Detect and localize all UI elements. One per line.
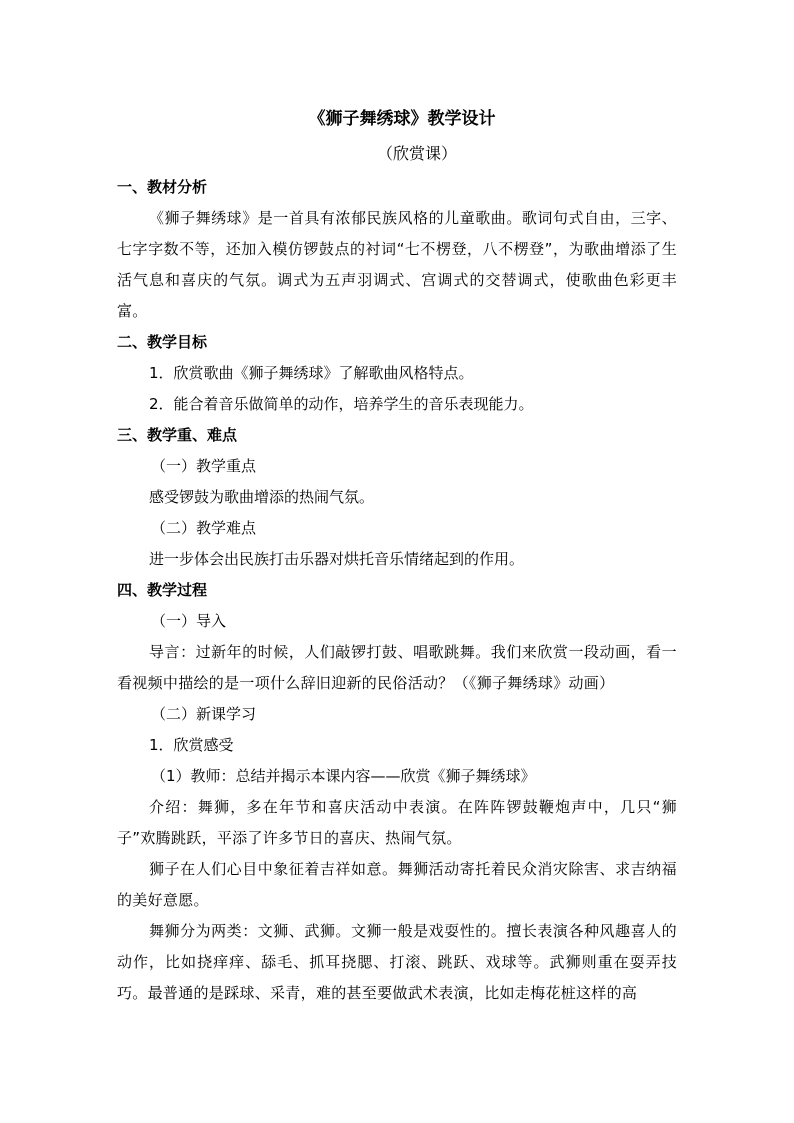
document-subtitle: （欣赏课） — [376, 144, 457, 163]
difficulty-text: 进一步体会出民族打击乐器对烘托音乐情绪起到的作用。 — [149, 550, 525, 568]
section-heading-teaching-goals: 二、教学目标 — [117, 333, 208, 351]
section-heading-material-analysis: 一、教材分析 — [117, 178, 208, 196]
intro-paragraph: 导言：过新年的时候，人们敲锣打鼓、唱歌跳舞。我们来欣赏一段动画，看一看视频中描绘的是一项什么辞旧迎新的民俗活动？（《狮子舞绣球》动画） — [117, 643, 677, 692]
step-teacher-summary: （1）教师：总结并揭示本课内容——欣赏《狮子舞绣球》 — [151, 767, 536, 785]
key-point-text: 感受锣鼓为歌曲增添的热闹气氛。 — [149, 488, 375, 506]
paragraph-lion-dance-intro: 介绍：舞狮，多在年节和喜庆活动中表演。在阵阵锣鼓鞭炮声中，几只“狮子”欢腾跳跃，平添了许多节日的喜庆、热闹气氛。 — [117, 798, 677, 847]
paragraph-material-analysis: 《狮子舞绣球》是一首具有浓郁民族风格的儿童歌曲。歌词句式自由，三字、七字字数不等，还加入模仿锣鼓点的衬词“七不楞登，八不楞登”，为歌曲增添了生活气息和喜庆的气氛。调式为五声羽调式、宫调式的交替调式，使歌曲色彩更丰富。 — [117, 209, 677, 320]
paragraph-lion-symbolism: 狮子在人们心目中象征着吉祥如意。舞狮活动寄托着民众消灾除害、求吉纳福的美好意愿。 — [117, 860, 677, 909]
paragraph-lion-dance-types: 舞狮分为两类：文狮、武狮。文狮一般是戏耍性的。擅长表演各种风趣喜人的动作，比如挠痒痒、舔毛、抓耳挠腮、打滚、跳跃、戏球等。武狮则重在耍弄技巧。最普通的是踩球、采青，难的甚至要做武术表演，比如走梅花桩这样的高 — [117, 922, 677, 1002]
section-heading-teaching-process: 四、教学过程 — [117, 581, 208, 599]
goal-item-1: 1．欣赏歌曲《狮子舞绣球》了解歌曲风格特点。 — [149, 364, 474, 382]
step-appreciate: 1．欣赏感受 — [149, 736, 234, 754]
section-heading-key-points: 三、教学重、难点 — [117, 426, 238, 444]
document-page — [117, 102, 677, 1009]
key-point-label: （一）教学重点 — [151, 457, 257, 475]
document-title: 《狮子舞绣球》教学设计 — [308, 109, 496, 129]
goal-item-2: 2．能合着音乐做简单的动作，培养学生的音乐表现能力。 — [149, 395, 534, 413]
intro-label: （一）导入 — [151, 612, 227, 630]
new-lesson-label: （二）新课学习 — [151, 705, 257, 723]
difficulty-label: （二）教学难点 — [151, 519, 257, 537]
